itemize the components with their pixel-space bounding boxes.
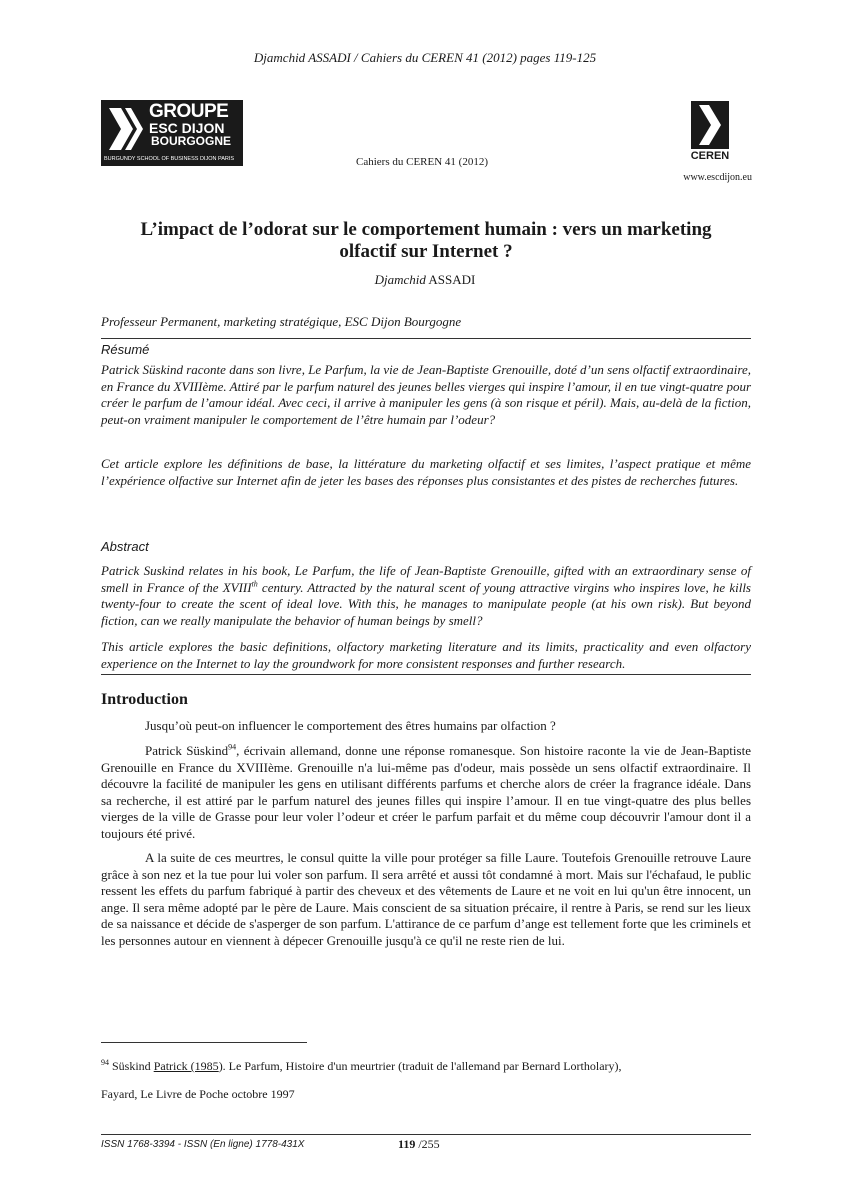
body-paragraph: A la suite de ces meurtres, le consul quitte la ville pour protéger sa fille Laure. Toutefois Grenouille retrouve Laure grâce à son nez et la tue pour lui voler son parfum. Il sera arrêté et aussi tôt condamné à mort. Mais sur l'échafaud, le public ressent les effets du parfum fabriqué à partir des cheveux et des vêtements de Laure et ne voit en lui qu'un être innocent, un ange. Il sera même adopté par le père de Laure. Mais conscient de sa situation précaire, il rentre à Paris, se rend sur les lieux de sa naissance et décide de s'asperger de son parfum. L'attirance de ce parfum d’ange est tellement forte que les criminels et les personnes autour en viennent à dépecer Grenouille jusqu'à ce qu'il ne reste rien de lui. xyxy=(101,850,751,948)
page-number xyxy=(398,1137,440,1152)
abstract-paragraph xyxy=(101,563,751,629)
footnote-link[interactable]: Patrick (1985 xyxy=(153,1059,219,1073)
author-last-name: ASSADI xyxy=(428,272,476,287)
abstract-text: century. Attracted by the natural scent of young attractive virgins who inspires love, he kills twenty-four to create the scent of ideal love. With this, he manages to manipulate people (at his own risk). But beyond fiction, can we really manipulate the behavior of human beings by smell? xyxy=(101,579,751,628)
body-text: Patrick Süskind xyxy=(145,743,229,758)
ceren-mark xyxy=(691,101,729,149)
ceren-logo xyxy=(686,101,734,165)
title-line: L’impact de l’odorat sur le comportement humain : vers un marketing xyxy=(140,219,712,240)
footnote-number: 94 xyxy=(101,1058,109,1067)
running-head: Djamchid ASSADI / Cahiers du CEREN 41 (2012) pages 119-125 xyxy=(253,50,597,65)
abstract-text: Patrick Suskind relates in his book, Le Parfum, the life of Jean-Baptiste Grenouille, gifted with an extraordinary sense of smell in France of the XVIII xyxy=(101,563,751,595)
chevron-logo-icon xyxy=(107,106,145,152)
affiliation: Professeur Permanent, marketing stratégique, ESC Dijon Bourgogne xyxy=(101,314,462,329)
resume-paragraph: Patrick Süskind raconte dans son livre, Le Parfum, la vie de Jean-Baptiste Grenouille, doté d’un sens olfactif extraordinaire, en France du XVIIIème. Attiré par le parfum naturel des jeunes belles vierges qui inspire l’amour, il en tue vingt-quatre pour créer le parfum de l’amour idéal. Avec ceci, il arrive à manipuler les gens (à son risque et péril). Mais, au-delà de la fiction, peut-on vraiment manipuler le comportement de l’être humain par l’odeur? xyxy=(101,362,751,427)
divider xyxy=(101,338,751,339)
ceren-label: CEREN xyxy=(690,150,730,162)
footnote-divider xyxy=(101,1042,307,1043)
footnote xyxy=(101,1059,751,1074)
author-first-name: Djamchid xyxy=(374,272,426,287)
esc-dijon-logo xyxy=(101,100,243,166)
chevron-logo-icon xyxy=(691,101,729,149)
footnote-line: Fayard, Le Livre de Poche octobre 1997 xyxy=(101,1087,295,1101)
issn: ISSN 1768-3394 - ISSN (En ligne) 1778-431X xyxy=(101,1139,305,1150)
logo-line-groupe: GROUPE xyxy=(149,101,229,122)
body-paragraph xyxy=(101,743,751,843)
resume-label: Résumé xyxy=(101,342,150,357)
author xyxy=(0,272,850,288)
article-title xyxy=(101,219,751,263)
logo-line-bourgogne: BOURGOGNE xyxy=(151,134,232,148)
divider xyxy=(101,674,751,675)
body-text: , écrivain allemand, donne une réponse romanesque. Son histoire raconte la vie de Jean-Baptiste Grenouille en France du XVIIIème. Grenouille n'a lui-même pas d'odeur, mais possède un sens olfactif extraordinaire. Il découvre la facilité de manipuler les gens en utilisant différents parfums et cherche alors de créer la fragrance idéale. Dans sa recherche, il est attiré par le parfum naturel des jeunes filles qui inspire l’amour. Il en tue vingt-quatre des plus belles vierges de la ville de Grasse pour leur voler l’odeur et créer le parfum parfait et du même coup découvrir l'amour dont il a toujours été privé. xyxy=(101,743,751,841)
website-link[interactable]: www.escdijon.eu xyxy=(683,172,752,183)
footnote-text: ). Le Parfum, Histoire d'un meurtrier (traduit de l'allemand par Bernard Lortholary), xyxy=(218,1059,622,1073)
total-pages: /255 xyxy=(415,1137,440,1151)
ordinal-superscript: th xyxy=(251,579,258,589)
current-page: 119 xyxy=(398,1137,416,1151)
abstract-label: Abstract xyxy=(101,539,149,554)
logo-tagline: BURGUNDY SCHOOL OF BUSINESS DIJON PARIS xyxy=(104,156,235,162)
footer-divider xyxy=(101,1134,751,1135)
body-paragraph: Jusqu’où peut-on influencer le comportement des êtres humains par olfaction ? xyxy=(145,718,556,733)
resume-paragraph: Cet article explore les définitions de base, la littérature du marketing olfactif et ses limites, l’aspect pratique et même l’expérience olfactive sur Internet afin de jeter les bases des réponses plus consistantes et des pistes de recherches futures. xyxy=(101,456,751,488)
section-heading: Introduction xyxy=(101,691,188,708)
footnote-text: Süskind xyxy=(109,1059,154,1073)
abstract-paragraph: This article explores the basic definitions, olfactory marketing literature and its limits, practicality and even olfactory experience on the Internet to lay the groundwork for more consistent responses and further research. xyxy=(101,639,751,671)
journal-issue-label: Cahiers du CEREN 41 (2012) xyxy=(356,156,488,168)
logo-line-esc-dijon: ESC DIJON xyxy=(149,120,225,136)
footnote-ref[interactable]: 94 xyxy=(228,742,237,752)
title-line: olfactif sur Internet ? xyxy=(339,241,513,262)
